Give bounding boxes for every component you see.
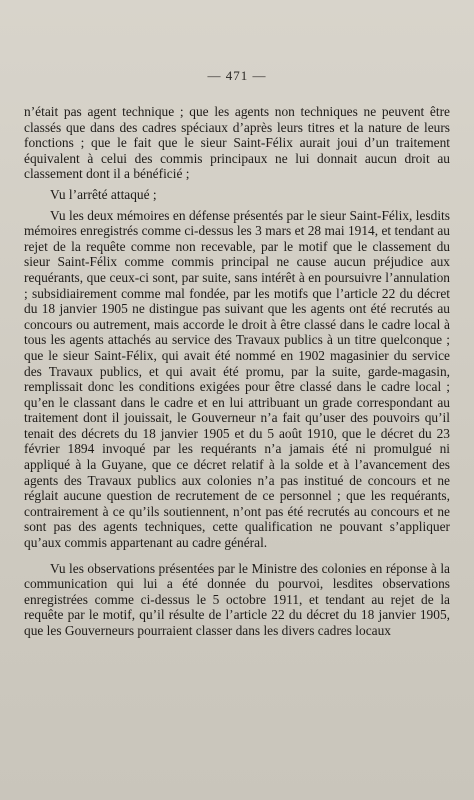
paragraph-observations-ministre: Vu les observations présentées par le Ministre des colonies en réponse à la communication qui lui a été donnée du pourvoi, lesdites observations enregistrées comme ci-dessus le 5 octobre 1911, et tendant au rejet de la requête par le motif, qu’il résulte de l’article 22 du décret du 18 janvier 1905, que les Gouverneurs pourraient classer dans les divers cadres locaux [24,560,450,638]
body-text [24,104,450,639]
page-number: — 471 — [207,68,267,83]
paragraph-continuation: n’était pas agent technique ; que les agents non techniques ne peuvent être classés que dans des cadres spéciaux d’après leurs titres et la nature de leurs fonctions ; que le fait que le sieur Saint-Félix aurait joui d’un traitement équivalent à celui des commis principaux ne lui donnait aucun droit au classement dont il a bénéficié ; [24,104,450,182]
paragraph-memoires-defense: Vu les deux mémoires en défense présentés par le sieur Saint-Félix, lesdits mémoires enregistrés comme ci-dessus les 3 mars et 28 mai 1914, et tendant au rejet de la requête comme non recevable, par le motif que le classement du sieur Saint-Félix comme commis principal ne cause aucun préjudice aux requérants, que ceux-ci sont, par suite, sans intérêt à en poursuivre l’annulation ; subsidiairement comme mal fondée, par les motifs que l’article 22 du décret du 18 janvier 1905 ne distingue pas suivant que les agents ont été recrutés au concours ou autrement, mais accorde le droit à être classé dans le cadre local à tous les agents attachés au service des Travaux publics à un titre quelconque ; que le sieur Saint-Félix, qui avait été nommé en 1902 magasinier du service des Travaux publics, et qui avait été promu, par la suite, garde-magasin, remplissait donc les conditions exigées pour être classé dans le cadre local ; qu’en le classant dans le cadre et en lui attribuant un grade correspondant au traitement dont il jouissait, le Gouverneur n’a fait qu’user des pouvoirs qu’il tenait des décrets du 18 janvier 1905 et du 5 août 1910, que le décret du 23 février 1894 invoqué par les requérants n’a jamais été ni promulgué ni appliqué à la Guyane, que ce décret relatif à la solde et à l’avancement des agents des Travaux publics aux colonies n’a pas institué de concours et ne réglait aucune question de recrutement de ce personnel ; que les requérants, contrairement à ce qu’ils soutiennent, n’ont pas été recrutés au concours et ne sont pas des agents techniques, cette qualification ne pouvant s’appliquer qu’aux commis appartenant au cadre général. [24,207,450,551]
paragraph-vu-arrete: Vu l’arrêté attaqué ; [50,186,157,202]
